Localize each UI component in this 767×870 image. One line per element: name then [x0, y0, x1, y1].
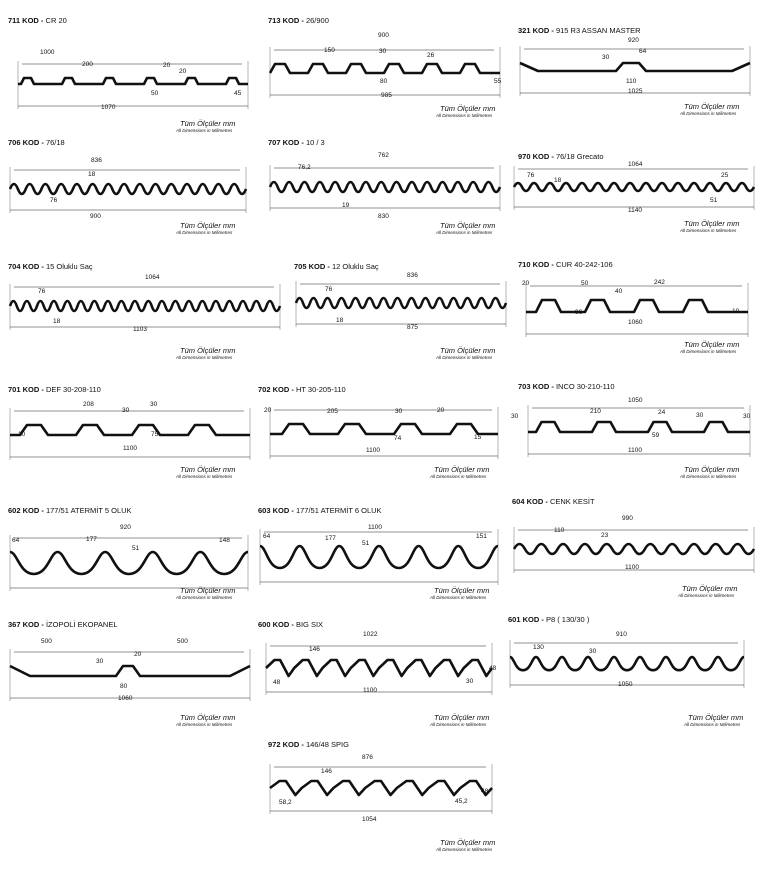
dimension-label: 1064	[145, 274, 160, 281]
profile-name: BIG SIX	[295, 620, 324, 629]
profile-name: 12 Oluklu Saç	[331, 262, 379, 271]
dimension-label: 1100	[123, 445, 137, 452]
profile-code: 702 KOD -	[258, 385, 294, 394]
legend-english: All Dimensions in Milimetres	[176, 722, 233, 727]
dimension-label: 110	[626, 78, 637, 85]
legend-english: All Dimensions in Milimetres	[176, 355, 233, 360]
profile-curve	[528, 422, 750, 432]
legend-english: All Dimensions in Milimetres	[436, 230, 493, 235]
dimension-label: 80	[120, 683, 128, 690]
legend-english: All Dimensions in Milimetres	[678, 593, 735, 598]
legend-english: All Dimensions in Milimetres	[430, 722, 487, 727]
dimension-label: 48	[481, 788, 489, 795]
dimension-label: 210	[590, 408, 601, 415]
dimension-label: 1060	[118, 695, 133, 702]
profile-curve	[266, 660, 492, 676]
legend-turkish: Tüm Ölçüler mm	[434, 713, 490, 722]
dimension-label: 76	[38, 288, 46, 295]
profile-panel-16	[8, 620, 253, 745]
legend-english: All Dimensions in Milimetres	[680, 474, 737, 479]
legend-english: All Dimensions in Milimetres	[436, 847, 493, 852]
dimension-label: 18	[53, 318, 61, 325]
profile-panel-17	[258, 620, 503, 745]
legend-english: All Dimensions in Milimetres	[684, 722, 741, 727]
profile-code: 602 KOD -	[8, 506, 44, 515]
dimension-label: 25	[721, 172, 729, 179]
profile-panel-15	[512, 497, 757, 622]
dimension-label: 30	[511, 413, 519, 420]
profile-curve	[526, 300, 748, 312]
dimension-label: 150	[324, 47, 335, 54]
dimension-label: 762	[378, 152, 389, 159]
dimension-label: 146	[321, 768, 332, 775]
dimension-label: 500	[177, 638, 188, 645]
dimension-label: 76	[50, 197, 58, 204]
dimension-label: 1100	[363, 687, 377, 694]
dimension-label: 55	[494, 78, 502, 85]
profile-code: 713 KOD -	[268, 16, 304, 25]
dimension-label: 30	[696, 412, 704, 419]
legend-turkish: Tüm Ölçüler mm	[688, 713, 744, 722]
dimension-label: 985	[381, 92, 392, 99]
legend-turkish: Tüm Ölçüler mm	[440, 838, 496, 847]
profile-code: 972 KOD -	[268, 740, 304, 749]
profile-name: İZOPOLİ EKOPANEL	[45, 620, 118, 629]
profile-panel-8	[294, 262, 539, 387]
dimension-label: 10	[732, 308, 740, 315]
dimension-label: 900	[378, 32, 389, 39]
profile-panel-4	[8, 138, 253, 263]
legend-english: All Dimensions in Milimetres	[430, 474, 487, 479]
profile-name: CUR 40-242-106	[555, 260, 613, 269]
dimension-label: 130	[533, 644, 544, 651]
profile-panel-12	[511, 382, 763, 507]
profile-name: HT 30-205-110	[295, 385, 346, 394]
dimension-label: 1100	[628, 447, 642, 454]
profile-panel-7	[8, 262, 253, 387]
dimension-label: 1022	[363, 631, 378, 638]
profile-name: 177/51 ATERMİT 6 OLUK	[295, 506, 382, 515]
dimension-label: 59	[652, 432, 660, 439]
dimension-label: 20	[264, 407, 272, 414]
legend-english: All Dimensions in Milimetres	[176, 595, 233, 600]
dimension-label: 500	[41, 638, 52, 645]
profile-name: 15 Oluklu Saç	[45, 262, 93, 271]
dimension-label: 1050	[628, 397, 643, 404]
legend-turkish: Tüm Ölçüler mm	[440, 346, 496, 355]
legend-english: All Dimensions in Milimetres	[436, 355, 493, 360]
profile-name: P8 ( 130/30 )	[545, 615, 590, 624]
legend-turkish: Tüm Ölçüler mm	[180, 465, 236, 474]
dimension-label: 30	[466, 678, 474, 685]
dimension-label: 205	[327, 408, 338, 415]
profile-code: 706 KOD -	[8, 138, 44, 147]
profile-panel-10	[8, 385, 253, 510]
dimension-label: 990	[622, 515, 633, 522]
profile-panel-11	[258, 385, 503, 510]
profile-curve	[520, 63, 750, 71]
dimension-label: 920	[628, 37, 639, 44]
legend-turkish: Tüm Ölçüler mm	[684, 102, 740, 111]
profile-curve	[10, 666, 250, 676]
dimension-label: 177	[325, 535, 336, 542]
dimension-label: 18	[336, 317, 344, 324]
legend-turkish: Tüm Ölçüler mm	[682, 584, 738, 593]
profile-curve	[10, 184, 246, 194]
profile-name: 76/18	[45, 138, 65, 147]
profile-name: 915 R3 ASSAN MASTER	[555, 26, 641, 35]
legend-turkish: Tüm Ölçüler mm	[180, 586, 236, 595]
profile-panel-19	[268, 740, 513, 865]
dimension-label: 76	[527, 172, 535, 179]
profile-code: 321 KOD -	[518, 26, 554, 35]
dimension-label: 20	[437, 407, 445, 414]
profile-curve	[18, 78, 248, 84]
dimension-label: 1050	[618, 681, 633, 688]
dimension-label: 58,2	[279, 799, 292, 806]
dimension-label: 10	[18, 431, 26, 438]
profile-curve	[10, 301, 280, 311]
profile-name: 26/900	[305, 16, 329, 25]
profile-curve	[514, 544, 754, 554]
dimension-label: 48	[273, 679, 281, 686]
dimension-label: 1100	[368, 524, 382, 531]
profile-section-drawing	[8, 16, 258, 126]
dimension-label: 836	[91, 157, 102, 164]
dimension-label: 96	[575, 309, 583, 316]
dimension-label: 151	[476, 533, 487, 540]
profile-curve	[260, 546, 498, 568]
dimension-label: 64	[263, 533, 271, 540]
profile-panel-14	[258, 506, 503, 631]
profile-code: 601 KOD -	[508, 615, 544, 624]
dimension-label: 1064	[628, 161, 643, 168]
profile-panel-5	[268, 138, 513, 263]
dimension-label: 30	[743, 413, 751, 420]
profile-code: 603 KOD -	[258, 506, 294, 515]
profile-code: 711 KOD -	[8, 16, 44, 25]
legend-turkish: Tüm Ölçüler mm	[440, 104, 496, 113]
profile-panel-2	[268, 16, 513, 141]
dimension-label: 830	[378, 213, 389, 220]
dimension-label: 51	[132, 545, 140, 552]
dimension-label: 876	[362, 754, 373, 761]
dimension-label: 920	[120, 524, 131, 531]
dimension-label: 23	[601, 532, 609, 539]
dimension-label: 900	[90, 213, 101, 220]
dimension-label: 1103	[133, 326, 147, 333]
dimension-label: 26	[427, 52, 435, 59]
profile-name: DEF 30-208-110	[45, 385, 101, 394]
dimension-label: 45	[234, 90, 242, 97]
profile-curve	[514, 183, 754, 191]
dimension-label: 30	[395, 408, 403, 415]
dimension-label: 200	[82, 61, 93, 68]
legend-turkish: Tüm Ölçüler mm	[440, 221, 496, 230]
dimension-label: 1100	[366, 447, 380, 454]
profile-curve	[10, 552, 248, 574]
dimension-label: 48	[489, 665, 497, 672]
legend-english: All Dimensions in Milimetres	[176, 474, 233, 479]
profile-panel-3	[518, 26, 763, 151]
legend-turkish: Tüm Ölçüler mm	[684, 340, 740, 349]
dimension-label: 75	[151, 431, 159, 438]
profile-section-drawing	[518, 152, 767, 262]
dimension-label: 875	[407, 324, 418, 331]
dimension-label: 64	[639, 48, 647, 55]
dimension-label: 1060	[628, 319, 643, 326]
profile-curve	[296, 298, 506, 308]
profile-code: 703 KOD -	[518, 382, 554, 391]
dimension-label: 30	[602, 54, 610, 61]
dimension-label: 177	[86, 536, 97, 543]
dimension-label: 146	[309, 646, 320, 653]
dimension-label: 110	[554, 527, 565, 534]
profile-name: 177/51 ATERMİT 5 OLUK	[45, 506, 132, 515]
dimension-label: 15	[474, 434, 482, 441]
legend-turkish: Tüm Ölçüler mm	[684, 219, 740, 228]
dimension-label: 148	[219, 537, 230, 544]
dimension-label: 20	[163, 62, 171, 69]
dimension-label: 74	[394, 435, 402, 442]
legend-turkish: Tüm Ölçüler mm	[180, 119, 236, 128]
dimension-label: 1054	[362, 816, 377, 823]
legend-english: All Dimensions in Milimetres	[436, 113, 493, 118]
dimension-label: 910	[616, 631, 627, 638]
legend-english: All Dimensions in Milimetres	[680, 349, 737, 354]
dimension-label: 30	[589, 648, 597, 655]
profile-code: 701 KOD -	[8, 385, 44, 394]
dimension-label: 24	[658, 409, 666, 416]
profile-panel-1	[8, 16, 253, 141]
profile-code: 705 KOD -	[294, 262, 330, 271]
profile-section-drawing	[518, 26, 767, 136]
dimension-label: 64	[12, 537, 20, 544]
profile-section-drawing	[268, 740, 518, 850]
dimension-label: 45,2	[455, 798, 468, 805]
legend-english: All Dimensions in Milimetres	[680, 228, 737, 233]
profile-code: 970 KOD -	[518, 152, 554, 161]
profile-code: 704 KOD -	[8, 262, 44, 271]
dimension-label: 1070	[101, 104, 116, 111]
dimension-label: 51	[362, 540, 370, 547]
profile-curve	[10, 425, 250, 435]
profile-panel-18	[508, 615, 753, 740]
dimension-label: 76,2	[298, 164, 311, 171]
profile-code: 600 KOD -	[258, 620, 294, 629]
dimension-label: 1100	[625, 564, 639, 571]
legend-turkish: Tüm Ölçüler mm	[434, 586, 490, 595]
profile-curve	[270, 424, 498, 434]
legend-turkish: Tüm Ölçüler mm	[684, 465, 740, 474]
profile-name: 10 / 3	[305, 138, 325, 147]
legend-turkish: Tüm Ölçüler mm	[180, 713, 236, 722]
dimension-label: 20	[179, 68, 187, 75]
dimension-label: 20	[134, 651, 142, 658]
profile-section-drawing	[294, 262, 544, 372]
legend-english: All Dimensions in Milimetres	[680, 111, 737, 116]
profile-name: 76/18 Grecato	[555, 152, 604, 161]
dimension-label: 1000	[40, 49, 55, 56]
profile-panel-9	[518, 260, 763, 385]
dimension-label: 76	[325, 286, 333, 293]
dimension-label: 242	[654, 279, 665, 286]
dimension-label: 1025	[628, 88, 643, 95]
profile-curve	[270, 64, 500, 73]
profile-panel-13	[8, 506, 253, 631]
dimension-label: 80	[380, 78, 388, 85]
dimension-label: 836	[407, 272, 418, 279]
legend-turkish: Tüm Ölçüler mm	[180, 346, 236, 355]
dimension-label: 30	[96, 658, 104, 665]
dimension-label: 51	[710, 197, 718, 204]
profile-curve	[510, 657, 744, 670]
legend-english: All Dimensions in Milimetres	[176, 128, 233, 133]
dimension-label: 40	[615, 288, 623, 295]
legend-turkish: Tüm Ölçüler mm	[434, 465, 490, 474]
dimension-label: 30	[150, 401, 158, 408]
profile-section-drawing	[508, 615, 758, 725]
dimension-label: 208	[83, 401, 94, 408]
profile-name: 146/48 SPIG	[305, 740, 349, 749]
dimension-label: 18	[554, 177, 562, 184]
dimension-label: 20	[522, 280, 530, 287]
legend-english: All Dimensions in Milimetres	[430, 595, 487, 600]
profile-code: 367 KOD -	[8, 620, 44, 629]
legend-english: All Dimensions in Milimetres	[176, 230, 233, 235]
profile-code: 707 KOD -	[268, 138, 304, 147]
dimension-label: 50	[151, 90, 159, 97]
dimension-label: 30	[379, 48, 387, 55]
profile-name: CR 20	[45, 16, 67, 25]
profile-panel-6	[518, 152, 763, 277]
dimension-label: 50	[581, 280, 589, 287]
dimension-label: 18	[88, 171, 96, 178]
profile-name: INCO 30-210-110	[555, 382, 615, 391]
legend-turkish: Tüm Ölçüler mm	[180, 221, 236, 230]
profile-curve	[270, 781, 492, 795]
profile-curve	[270, 182, 500, 192]
dimension-label: 19	[342, 202, 350, 209]
dimension-label: 30	[122, 407, 130, 414]
profile-code: 604 KOD -	[512, 497, 548, 506]
profile-name: CENK KESİT	[549, 497, 595, 506]
profile-code: 710 KOD -	[518, 260, 554, 269]
dimension-label: 1140	[628, 207, 642, 214]
